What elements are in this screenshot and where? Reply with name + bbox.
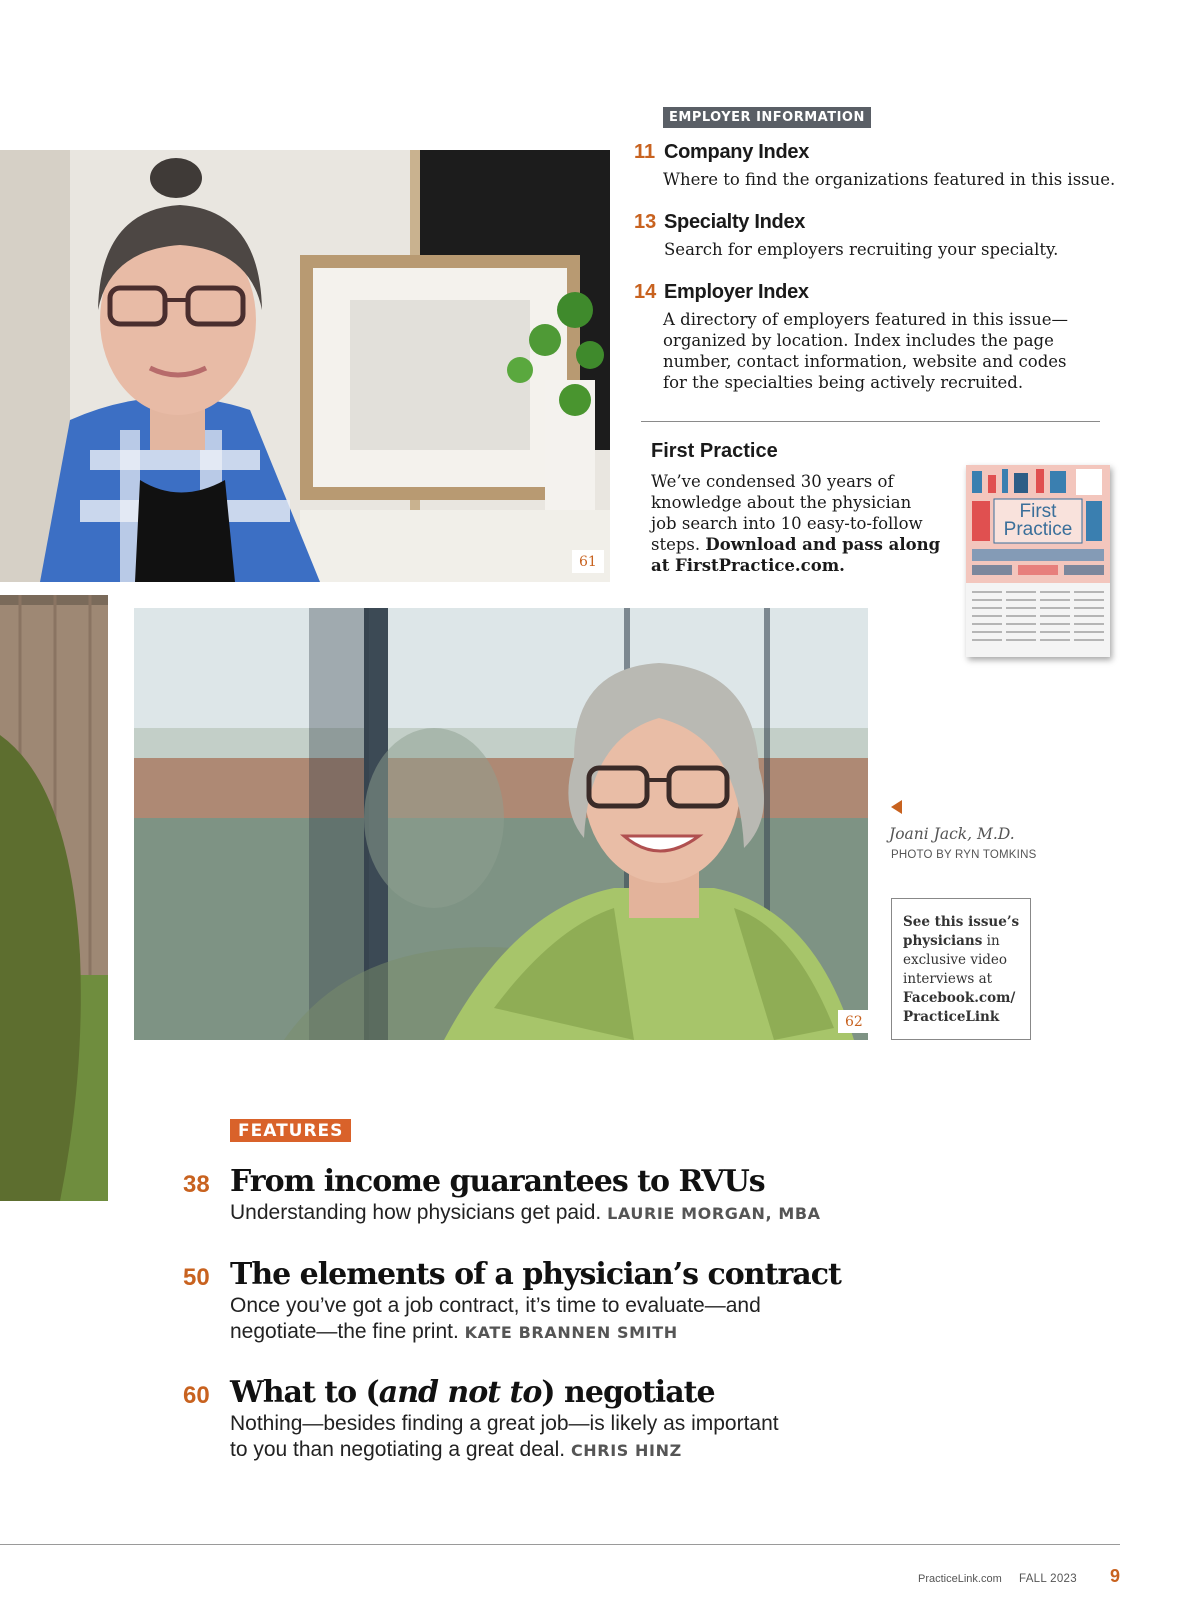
feature-3-title-em: and not to: [378, 1375, 542, 1410]
first-practice-guide-cover[interactable]: [966, 465, 1110, 657]
photo-physician-2: [134, 608, 868, 1040]
feature-2-title[interactable]: The elements of a physician’s contract: [230, 1257, 841, 1292]
feature-1-description: [230, 1200, 850, 1227]
feature-3-title[interactable]: [230, 1375, 715, 1410]
guide-cover-title: First Practice: [1003, 501, 1073, 540]
feature-3-desc-text: Nothing—besides finding a great job—is likely as important to you than negotiating a great deal.: [230, 1412, 779, 1461]
feature-1-author: LAURIE MORGAN, MBA: [607, 1204, 821, 1223]
photo-physician-3-image: [0, 595, 108, 1201]
feature-3-title-pre: What to (: [230, 1375, 379, 1410]
photo-1-page-ref: 61: [572, 550, 604, 573]
first-practice-cta-link[interactable]: Download and pass along at FirstPractice.com.: [651, 535, 941, 575]
employer-index-page-number: 14: [634, 281, 657, 303]
company-index-description: Where to find the organizations featured in this issue.: [663, 170, 1116, 189]
feature-3-author: CHRIS HINZ: [570, 1441, 682, 1460]
feature-1-desc-text: Understanding how physicians get paid.: [230, 1201, 602, 1224]
footer-page-number: 9: [1110, 1566, 1121, 1586]
features-tag: FEATURES: [230, 1119, 351, 1142]
first-practice-text: We’ve condensed 30 years of knowledge about the physician job search into 10 easy-to-follow steps.: [651, 472, 923, 554]
feature-2-desc-text: Once you’ve got a job contract, it’s time to evaluate—and negotiate—the fine print.: [230, 1294, 761, 1343]
photo-caption-name: Joani Jack, M.D.: [889, 825, 1015, 843]
photo-physician-1: [0, 150, 610, 582]
photo-credit: PHOTO BY RYN TOMKINS: [891, 849, 1037, 861]
company-index-page-number: 11: [634, 141, 656, 163]
specialty-index-title[interactable]: Specialty Index: [664, 211, 806, 233]
footer-website[interactable]: PracticeLink.com: [918, 1573, 1002, 1585]
footer-rule: [0, 1544, 1120, 1545]
feature-3-description: [230, 1411, 790, 1464]
feature-2-author: KATE BRANNEN SMITH: [464, 1323, 678, 1342]
video-interviews-callout: [891, 898, 1031, 1040]
employer-index-description: A directory of employers featured in this issue—organized by location. Index includes the page number, contact information, website and codes for the specialties being actively recruited.: [663, 310, 1068, 392]
specialty-index-page-number: 13: [634, 211, 657, 233]
feature-1-title[interactable]: From income guarantees to RVUs: [230, 1164, 765, 1199]
photo-physician-2-image: [134, 608, 868, 1040]
feature-2-description: [230, 1293, 790, 1346]
first-practice-title: First Practice: [651, 440, 778, 462]
photo-physician-1-image: [0, 150, 610, 582]
photo-2-page-ref: 62: [838, 1010, 868, 1033]
caption-arrow-icon: [891, 800, 902, 814]
callout-lead: See this issue’s physicians: [903, 914, 1020, 949]
first-practice-body: [651, 471, 941, 576]
section-divider: [641, 421, 1100, 422]
employer-information-tag: EMPLOYER INFORMATION: [663, 107, 871, 128]
employer-index-title[interactable]: Employer Index: [664, 281, 809, 303]
photo-physician-3-partial: [0, 595, 108, 1201]
feature-3-title-post: ) negotiate: [541, 1375, 715, 1410]
feature-1-page-number: 38: [183, 1171, 210, 1198]
company-index-title[interactable]: Company Index: [664, 141, 810, 163]
guide-cover-illustration: [966, 465, 1110, 657]
specialty-index-description: Search for employers recruiting your specialty.: [664, 240, 1059, 259]
callout-text: in exclusive video interviews at: [903, 933, 1008, 987]
facebook-link[interactable]: Facebook.com/ PracticeLink: [903, 990, 1016, 1025]
feature-2-page-number: 50: [183, 1264, 210, 1291]
footer-issue: FALL 2023: [1019, 1573, 1077, 1585]
feature-3-page-number: 60: [183, 1382, 210, 1409]
